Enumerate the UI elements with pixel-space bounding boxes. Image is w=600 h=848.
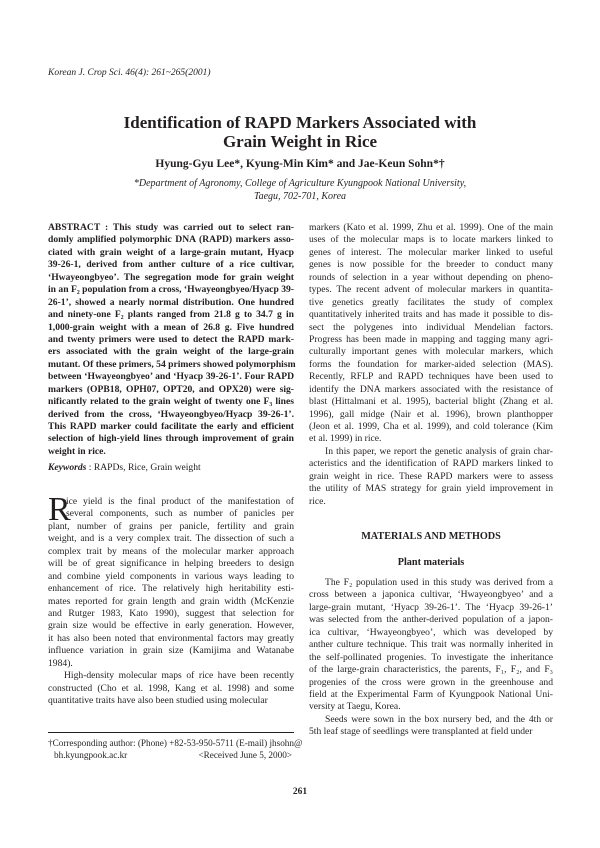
text-line: Progress has been made in mapping and tagging many agri- <box>309 333 553 345</box>
text-line: grain size would be effective in early generation. However, <box>48 620 294 632</box>
text-line: genes is now possible for the breeder to conduct many <box>309 259 553 271</box>
text-line: field at the Experimental Farm of Kyungpook National Uni- <box>309 688 553 700</box>
text-line: was selected from the anther-derived population of a japon- <box>309 614 553 626</box>
text-line: cross between a japonica cultivar, ‘Hwayeongbyeo’ and a <box>309 589 553 601</box>
text-line: the self-pollinated progenies. To investigate the inheritance <box>309 651 553 663</box>
text-line: rounds of selection in a year without depending on pheno- <box>309 271 553 283</box>
text-line: several components, such as number of panicles per <box>66 508 294 520</box>
footnote-rule <box>48 732 294 733</box>
page-number: 261 <box>292 787 308 797</box>
text-line: 1,000-grain weight with a mean of 26.8 g. Five hundred <box>48 321 294 333</box>
text-line: constructed (Cho et al. 1998, Kang et al. 1998) and some <box>48 682 294 694</box>
footnote <box>48 737 303 761</box>
text-line: ice yield is the final product of the manifestation of <box>66 496 294 507</box>
text-line: mates reported for grain length and grain width (McKenzie <box>48 595 294 607</box>
text-line: markers (OPB18, OPH07, OPT20, and OPX20) were sig- <box>48 383 294 395</box>
text-line: 26-1’, showed a nearly normal distribution. One hundred <box>48 296 294 308</box>
text-line: 5th leaf stage of seedlings were transplanted at field under <box>309 726 533 738</box>
text-line: enhancement of rice. The relatively high heritability esti- <box>48 583 294 595</box>
text-line: selection of high-yield lines through improvement of grain <box>48 433 294 445</box>
text-line: genes of interest. The molecular marker linked to useful <box>309 246 553 258</box>
introduction-left <box>48 491 294 707</box>
text-line: sect the polygenes into individual Mendelian factors. <box>309 321 553 333</box>
text-line: acteristics and the identification of RAPD markers linked to <box>309 458 553 470</box>
title-line: Identification of RAPD Markers Associated with <box>123 113 477 132</box>
text-line: ciated with grain weight of a large-grain mutant, Hyacp <box>48 246 294 258</box>
author-list: Hyung-Gyu Lee*, Kyung-Min Kim* and Jae-Keun Sohn*† <box>155 158 445 170</box>
keywords-text: : RAPDs, Rice, Grain weight <box>86 462 201 473</box>
section-materials-methods <box>309 527 553 573</box>
abstract <box>48 222 294 458</box>
text-line: plant, number of grains per panicle, fertility and grain <box>48 520 294 532</box>
text-line: types. The recent advent of molecular markers in quantita- <box>309 284 553 296</box>
text-line: will be of great significance in helping breeders to design <box>48 558 294 570</box>
section-heading: MATERIALS AND METHODS <box>361 531 501 542</box>
text-line: between ‘Hwayeongbyeo’ and ‘Hyacp 39-26-1’. Four RAPD <box>48 371 294 383</box>
keywords-label: Keywords <box>48 462 87 473</box>
text-line: versity at Taegu, Korea. <box>309 701 401 713</box>
text-line: and Rutger 1983, Kato 1990), suggest that selection for <box>48 607 294 619</box>
text-line: Seeds were sown in the box nursery bed, and the 4th or <box>325 713 553 725</box>
text-line: and combine yield components in various ways leading to <box>48 570 294 582</box>
footnote-line: †Corresponding author: (Phone) +82-53-950-5711 (E-mail) jhsohn@ <box>48 738 303 748</box>
text-line: ABSTRACT : This study was carried out to select ran- <box>48 222 294 233</box>
text-line: and twenty primers were used to detect the RAPD mark- <box>48 333 294 345</box>
footnote-email: bh.kyungpook.ac.kr <box>54 750 128 760</box>
text-line: large-grain mutant, ‘Hyacp 39-26-1’. The ‘Hyacp 39-26-1’ <box>309 601 553 613</box>
text-line: derived from the cross, ‘Hwayeongbyeo/Hyacp 39-26-1’. <box>48 408 294 420</box>
text-line: mutant. Of these primers, 54 primers showed polymorphism <box>48 358 296 370</box>
text-line: blast (Hittalmani et al. 1995), bacterial blight (Zhang et al. <box>309 396 553 408</box>
paper-title <box>0 113 600 151</box>
affiliation-line: Taegu, 702-701, Korea <box>253 191 347 202</box>
text-line: 39-26-1, derived from anther culture of a rice cultivar, <box>48 259 294 271</box>
title-line: Grain Weight in Rice <box>222 132 378 151</box>
affiliation-line: *Department of Agronomy, College of Agriculture Kyungpook National University, <box>133 178 467 189</box>
text-line: forms the foundation for marker-aided selection (MAS). <box>309 358 553 370</box>
text-line: complex trait by means of the molecular marker approach <box>48 545 294 557</box>
text-line: (Jeon et al. 1999, Cha et al. 1999), and cold tolerance (Kim <box>309 421 553 432</box>
text-line: weight, and is a very complex trait. The dissection of such a <box>48 533 294 545</box>
text-line: in an F₂ population from a cross, ‘Hwayeongbyeo/Hyacp 39- <box>48 284 294 296</box>
keywords <box>48 462 294 474</box>
text-line: culturally important genes with molecular markers, which <box>309 346 553 358</box>
text-line: it has also been noted that environmental factors may greatly <box>48 632 294 644</box>
text-line: of the large-grain characteristics, the parents, F₁, F₂, and F₃ <box>309 664 553 676</box>
text-line: grain weight in rice. These RAPD markers were to assess <box>309 470 553 482</box>
text-line: 1984). <box>48 657 73 669</box>
text-line: anther culture technique. This trait was normally inherited in <box>309 639 553 651</box>
text-line: uses of the molecular maps is to locate markers linked to <box>309 234 553 246</box>
text-line: progenies of the cross were grown in the greenhouse and <box>309 676 553 688</box>
text-line: ‘Hwayeongbyeo’. The segregation mode for grain weight <box>48 271 294 283</box>
text-line: nificantly related to the grain weight of twenty one F₃ lines <box>48 396 294 408</box>
text-line: ers associated with the grain weight of the large-grain <box>48 346 294 358</box>
text-line: High-density molecular maps of rice have been recently <box>64 670 294 682</box>
footnote-line <box>48 749 292 761</box>
text-line: rice. <box>309 495 326 507</box>
drop-cap: R <box>48 491 71 528</box>
text-line: Recently, RFLP and RAPD techniques have been used to <box>309 371 553 383</box>
text-line: markers (Kato et al. 1999, Zhu et al. 1999). One of the main <box>309 222 553 233</box>
text-line: 1996), gall midge (Nair et al. 1996), brown planthopper <box>309 408 553 420</box>
received-date: <Received June 5, 2000> <box>198 750 292 760</box>
text-line: the utility of MAS strategy for grain yield improvement in <box>309 483 553 495</box>
text-line: tive genetics greatly facilitates the study of complex <box>309 296 553 308</box>
affiliation <box>0 177 600 203</box>
text-line: et al. 1999) in rice. <box>309 433 382 445</box>
subsection-heading: Plant materials <box>397 557 465 568</box>
text-line: identify the DNA markers associated with the resistance of <box>309 383 553 395</box>
text-line: This RAPD marker could facilitate the early and efficient <box>48 421 294 432</box>
text-line: influence variation in grain size (Kamijima and Watanabe <box>48 645 294 657</box>
text-line: The F₂ population used in this study was derived from a <box>325 577 553 588</box>
methods-text <box>309 577 553 739</box>
text-line: ica cultivar, ‘Hwayeongbyeo’, which was developed by <box>309 626 553 638</box>
text-line: weight in rice. <box>48 445 106 457</box>
text-line: quantitatively inherited traits and has made it possible to dis- <box>309 309 553 321</box>
journal-citation: Korean J. Crop Sci. 46(4): 261~265(2001) <box>48 68 211 78</box>
text-line: quantitative traits have also been studied using molecular <box>48 695 268 706</box>
text-line: domly amplified polymorphic DNA (RAPD) markers asso- <box>48 234 294 246</box>
text-line: and ninety-one F₂ plants ranged from 21.8 g to 34.7 g in <box>48 309 294 321</box>
text-line: In this paper, we report the genetic analysis of grain char- <box>325 445 553 457</box>
introduction-right <box>309 222 553 508</box>
